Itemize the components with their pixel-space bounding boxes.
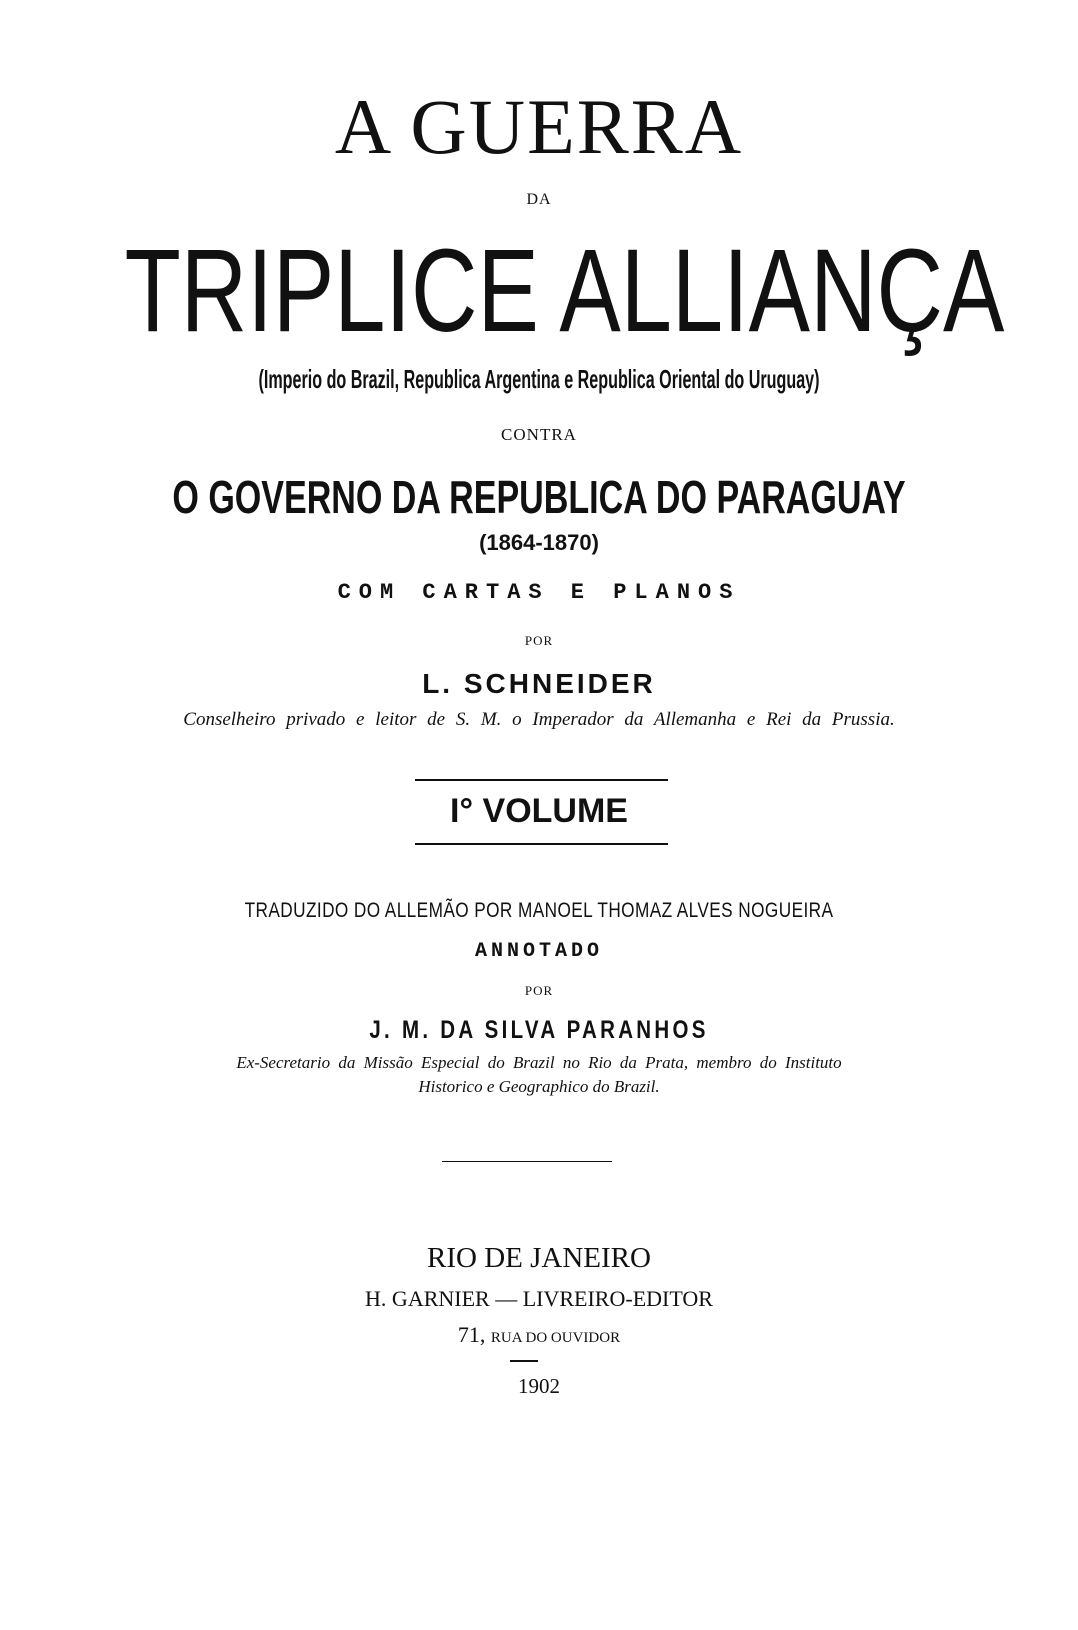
- maps-note: COM CARTAS E PLANOS: [337, 580, 741, 605]
- author-role: Conselheiro privado e leitor de S. M. o Imperador da Allemanha e Rei da Prussia.: [183, 709, 895, 730]
- translator-line: TRADUZIDO DO ALLEMÃO POR MANOEL THOMAZ ALVES NOGUEIRA: [244, 899, 834, 922]
- author-name: L. SCHNEIDER: [422, 668, 656, 699]
- opponent-title: O GOVERNO DA REPUBLICA DO PARAGUAY: [172, 471, 906, 523]
- title-line-2: TRIPLICE ALLIANÇA: [124, 225, 1005, 357]
- annotator-role-line-1: Ex-Secretario da Missão Especial do Brazil no Rio da Prata, membro do Instituto: [236, 1053, 842, 1072]
- title-connector: DA: [526, 191, 552, 208]
- subtitle-allies: (Imperio do Brazil, Republica Argentina e Republica Oriental do Uruguay): [258, 364, 820, 394]
- address-number: 71,: [457, 1322, 486, 1347]
- by-label: POR: [524, 633, 554, 648]
- title-line-1: A GUERRA: [334, 83, 744, 170]
- imprint-year: 1902: [518, 1374, 560, 1398]
- annotator-name: J. M. DA SILVA PARANHOS: [369, 1016, 709, 1044]
- year-divider: [510, 1360, 538, 1362]
- imprint-address: [0, 1324, 1078, 1346]
- annotator-role-line-2: Historico e Geographico do Brazil.: [418, 1077, 660, 1096]
- section-divider: [442, 1161, 612, 1162]
- volume-label: I° VOLUME: [450, 792, 628, 830]
- imprint-publisher: H. GARNIER — LIVREIRO-EDITOR: [365, 1286, 713, 1311]
- address-street: RUA DO OUVIDOR: [490, 1330, 621, 1346]
- volume-rule-top: [415, 779, 668, 781]
- imprint-city: RIO DE JANEIRO: [427, 1242, 651, 1274]
- contra-label: CONTRA: [501, 425, 577, 444]
- volume-rule-bottom: [415, 843, 668, 845]
- annotator-by-label: POR: [524, 983, 554, 998]
- annotated-label: ANNOTADO: [474, 940, 603, 963]
- date-range: (1864-1870): [479, 530, 599, 555]
